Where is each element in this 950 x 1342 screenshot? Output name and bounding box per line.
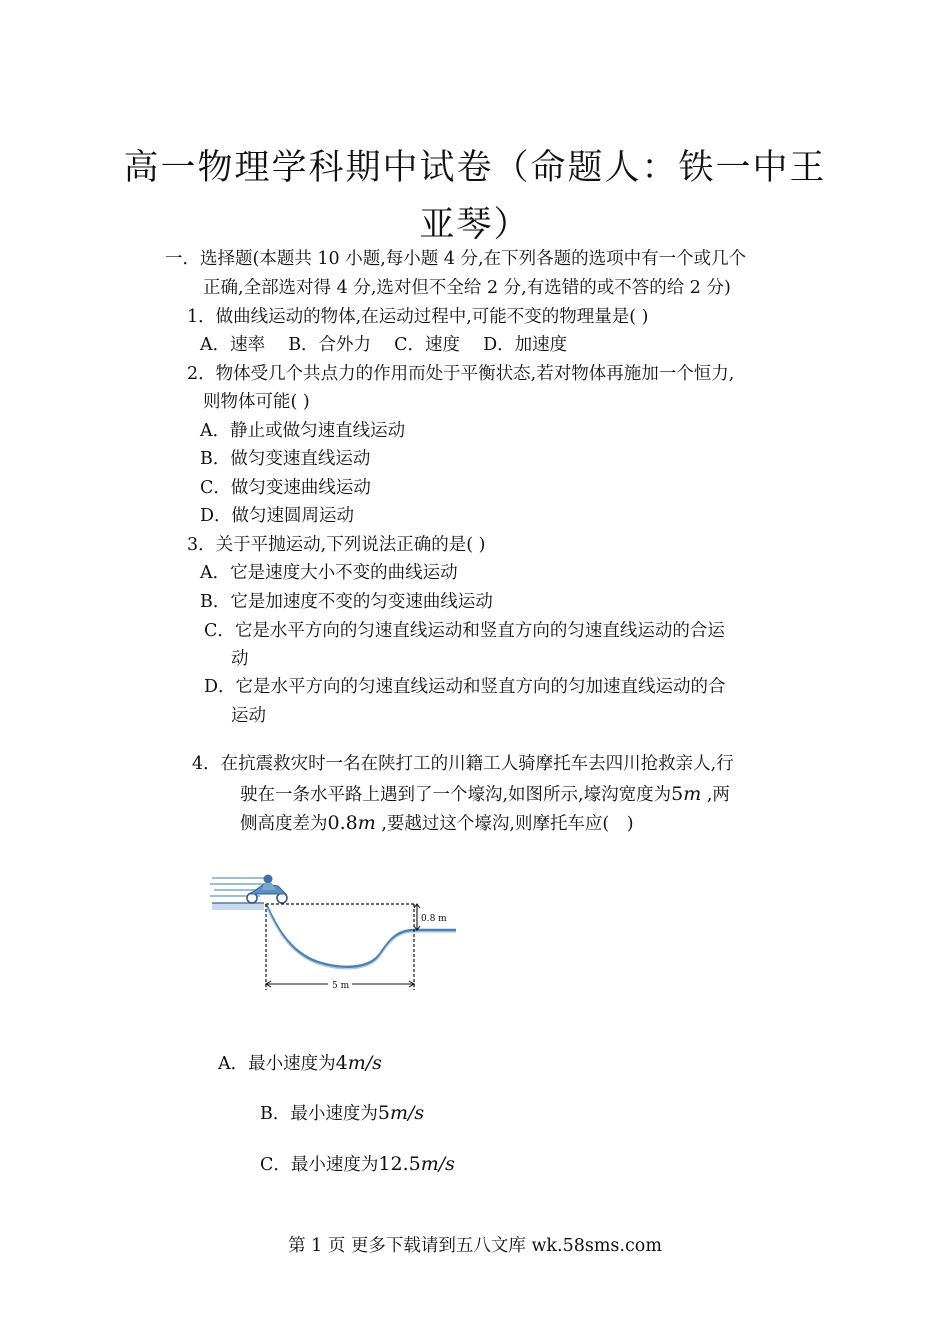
height-dimension [414, 904, 447, 930]
q4-option-c: C．最小速度为12.5m/s [260, 1153, 455, 1175]
height-label: 0.8 m [421, 914, 447, 924]
q2-stem-line-2: 则物体可能( ) [203, 392, 310, 412]
left-bank [212, 903, 264, 910]
section-heading-line-2: 正确,全部选对得 4 分,选对但不全给 2 分,有选错的或不答的给 2 分) [203, 278, 731, 298]
q4-stem-line-3-text: 侧高度差为 [240, 814, 328, 834]
page-title-line-2: 亚琴） [419, 205, 531, 245]
q4-stem-line-2-text: 驶在一条水平路上遇到了一个壕沟,如图所示,壕沟宽度为 [240, 785, 672, 805]
q4-stem-line-1: 4．在抗震救灾时一名在陕打工的川籍工人骑摩托车去四川抢救亲人,行 [192, 754, 734, 774]
q3-option-c-line-1: C．它是水平方向的匀速直线运动和竖直方向的匀速直线运动的合运 [204, 621, 725, 641]
q1-options: A．速率 B．合外力 C．速度 D．加速度 [200, 335, 568, 355]
q4-trench-width-value: 5m [671, 783, 702, 805]
q4-option-a: A．最小速度为4m/s [218, 1052, 382, 1074]
q3-stem: 3．关于平抛运动,下列说法正确的是( ) [187, 535, 486, 555]
q2-option-a: A．静止或做匀速直线运动 [200, 421, 406, 441]
q2-option-b: B．做匀变速直线运动 [200, 449, 371, 469]
q3-option-d-line-2: 运动 [231, 706, 266, 726]
q4-stem-line-3-end: ,要越过这个壕沟,则摩托车应( ) [375, 814, 634, 834]
q2-stem-line-1: 2．物体受几个共点力的作用而处于平衡状态,若对物体再施加一个恒力, [187, 364, 735, 384]
q3-option-d-line-1: D．它是水平方向的匀速直线运动和竖直方向的匀加速直线运动的合 [204, 677, 726, 697]
q1-stem: 1．做曲线运动的物体,在运动过程中,可能不变的物理量是( ) [187, 307, 649, 327]
q3-option-c-line-2: 动 [231, 649, 249, 669]
page-title-line-1: 高一物理学科期中试卷（命题人：铁一中王 [123, 148, 827, 188]
width-dimension [266, 978, 414, 991]
q4-option-b: B．最小速度为5m/s [260, 1102, 425, 1124]
motorcycle-icon [247, 875, 287, 904]
q4-stem-line-3 [240, 814, 634, 834]
q4-stem-line-2 [240, 785, 730, 805]
q3-option-b: B．它是加速度不变的匀变速曲线运动 [200, 592, 493, 612]
q4-stem-line-2-end: ,两 [701, 785, 730, 805]
q2-option-d: D．做匀速圆周运动 [200, 506, 355, 526]
width-label: 5 m [332, 981, 350, 991]
section-heading-line-1: 一．选择题(本题共 10 小题,每小题 4 分,在下列各题的选项中有一个或几个 [165, 249, 747, 269]
q3-option-a: A．它是速度大小不变的曲线运动 [200, 563, 458, 583]
q4-height-diff-value: 0.8m [327, 812, 376, 834]
trench-figure [208, 870, 464, 1000]
page-footer: 第 1 页 更多下载请到五八文库 wk.58sms.com [288, 1236, 662, 1256]
q2-option-c: C．做匀变速曲线运动 [200, 478, 371, 498]
